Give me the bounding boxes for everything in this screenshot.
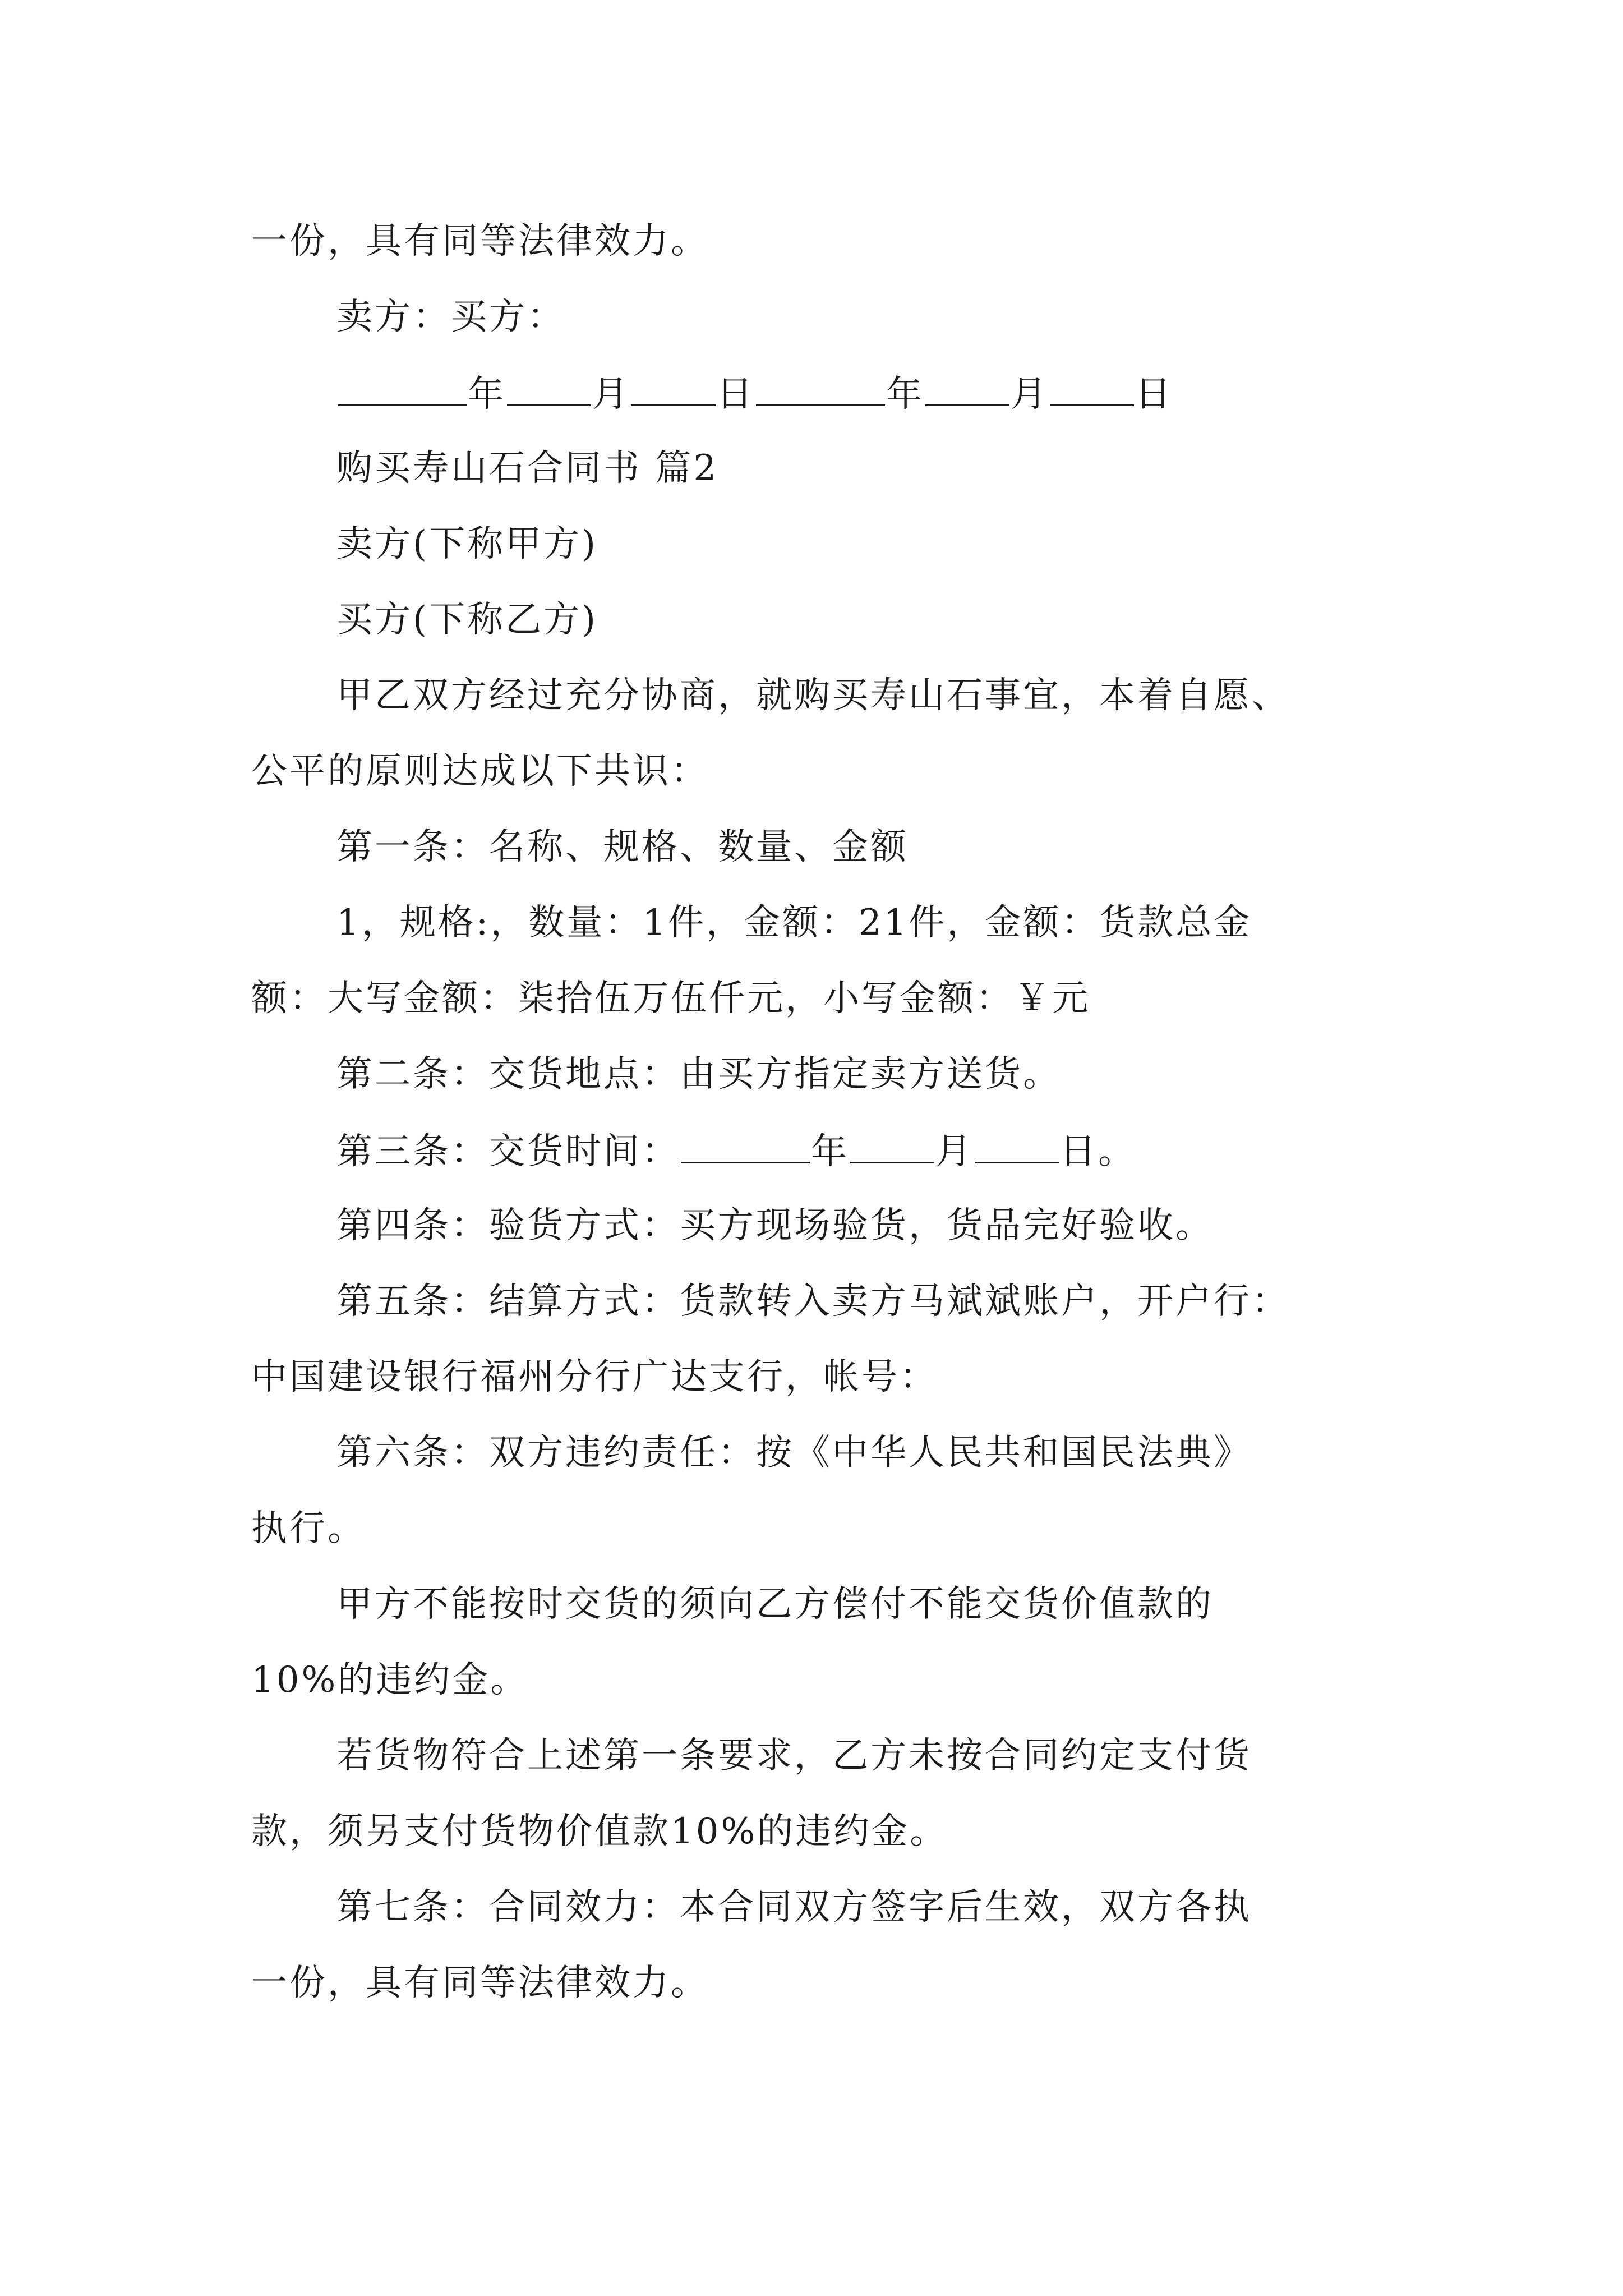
blank-field (925, 367, 1009, 406)
month-label: 月 (935, 1131, 974, 1172)
text-line: 公平的原则达成以下共识： (251, 751, 709, 792)
blank-field (1050, 367, 1134, 406)
year-label: 年 (468, 374, 506, 415)
month-label: 月 (1011, 374, 1049, 415)
article-line: 第七条：合同效力：本合同双方签字后生效，双方各执 (336, 1887, 1252, 1928)
article-line: 第一条：名称、规格、数量、金额 (336, 826, 909, 868)
day-label: 日 (717, 374, 755, 415)
text-line: 中国建设银行福州分行广达支行，帐号： (251, 1356, 938, 1398)
blank-field (631, 367, 716, 406)
text-line: 买方(下称乙方) (336, 599, 598, 641)
text-line: 若货物符合上述第一条要求，乙方未按合同约定支付货 (336, 1735, 1252, 1777)
text-line: 一份，具有同等法律效力。 (251, 1962, 709, 2004)
text-line: 甲乙双方经过充分协商，就购买寿山石事宜，本着自愿、 (336, 675, 1290, 716)
text-line: 卖方：买方： (336, 296, 565, 338)
article-label: 第三条：交货时间： (336, 1131, 680, 1172)
article-line: 第四条：验货方式：买方现场验货，货品完好验收。 (336, 1205, 1214, 1246)
month-label: 月 (592, 374, 630, 415)
text-line: 一份，具有同等法律效力。 (251, 220, 709, 262)
article-line: 第二条：交货地点：由买方指定卖方送货。 (336, 1053, 1061, 1095)
blank-field (975, 1125, 1059, 1163)
delivery-time-line (0, 1125, 1623, 1175)
blank-field (338, 367, 467, 406)
signature-date-line (0, 367, 1623, 418)
day-label: 日 (1135, 374, 1173, 415)
blank-field (850, 1125, 934, 1163)
article-line: 第六条：双方违约责任：按《中华人民共和国民法典》 (336, 1432, 1252, 1474)
text-line: 1，规格:，数量：1件，金额：21件，金额：货款总金 (336, 902, 1252, 944)
text-line: 甲方不能按时交货的须向乙方偿付不能交货价值款的 (336, 1584, 1214, 1625)
text-line: 执行。 (251, 1508, 366, 1549)
day-label: 日。 (1060, 1131, 1136, 1172)
text-line: 卖方(下称甲方) (336, 523, 598, 565)
text-line: 10%的违约金。 (251, 1659, 529, 1701)
text-line: 额：大写金额：柒拾伍万伍仟元，小写金额：￥元 (251, 978, 1090, 1019)
blank-field (507, 367, 591, 406)
year-label: 年 (886, 374, 924, 415)
blank-field (681, 1125, 810, 1163)
year-label: 年 (811, 1131, 849, 1172)
text-line: 款，须另支付货物价值款10%的违约金。 (251, 1811, 948, 1852)
section-heading: 购买寿山石合同书 篇2 (336, 448, 719, 489)
blank-field (756, 367, 885, 406)
article-line: 第五条：结算方式：货款转入卖方马斌斌账户，开户行： (336, 1281, 1290, 1322)
